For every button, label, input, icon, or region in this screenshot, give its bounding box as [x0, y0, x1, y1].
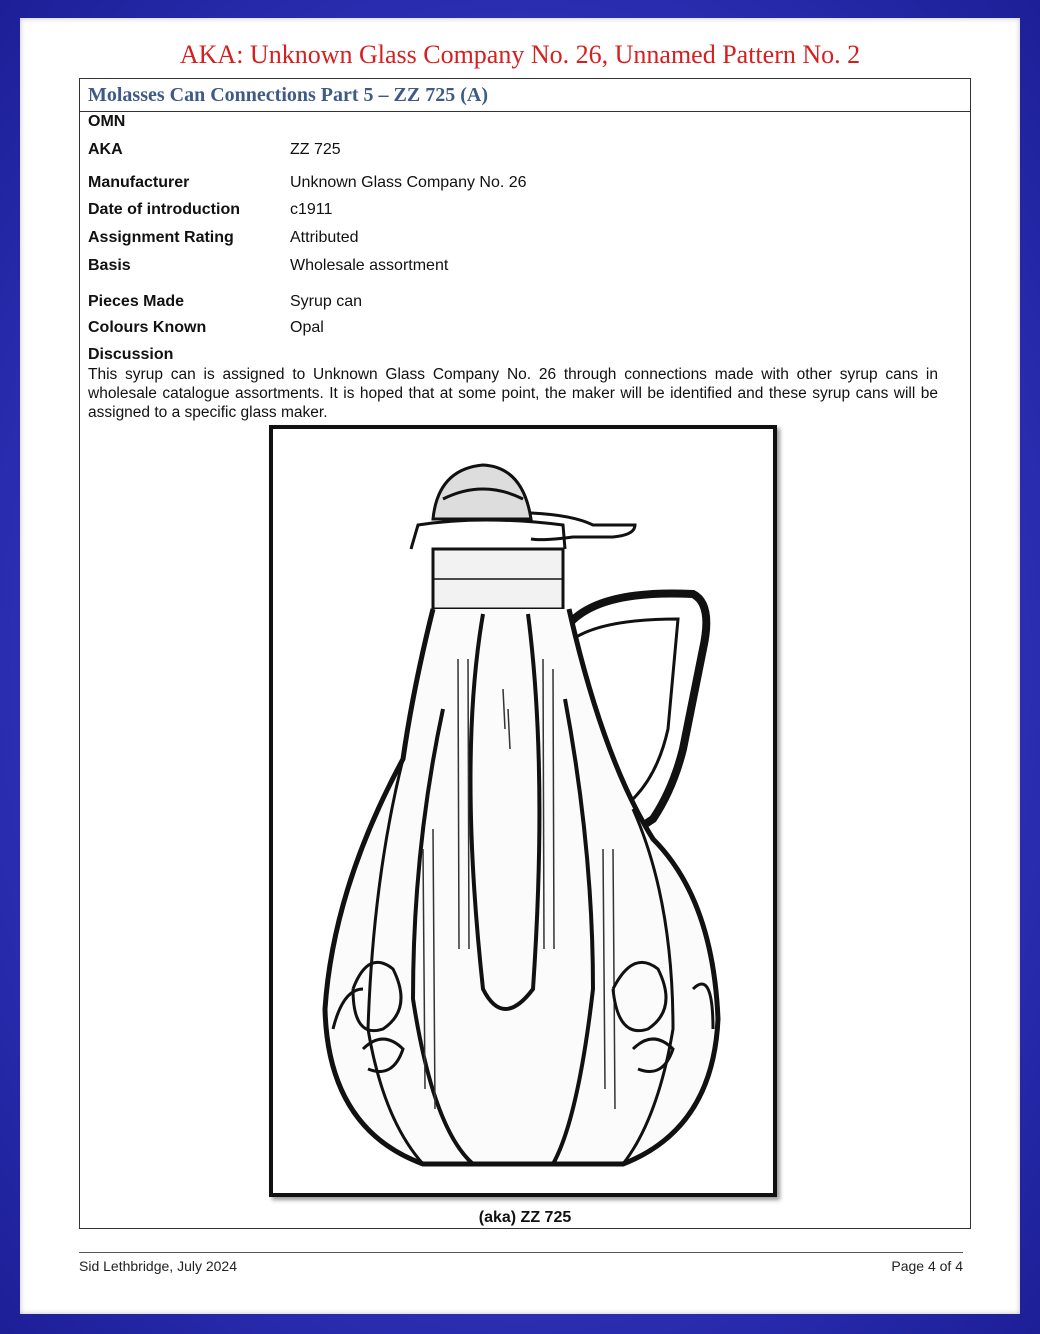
discussion-heading: Discussion — [88, 346, 174, 363]
field-value-pieces: Syrup can — [290, 293, 363, 310]
section-title: Molasses Can Connections Part 5 – ZZ 725 (A) — [88, 83, 488, 106]
field-label-basis: Basis — [88, 257, 131, 274]
field-label-rating: Assignment Rating — [88, 229, 234, 246]
field-value-manufacturer: Unknown Glass Company No. 26 — [290, 174, 527, 191]
footer-author: Sid Lethbridge, July 2024 — [79, 1258, 237, 1274]
field-value-aka: ZZ 725 — [290, 141, 341, 158]
field-label-pieces: Pieces Made — [88, 293, 185, 310]
field-label-colours: Colours Known — [88, 319, 207, 336]
field-label-manufacturer: Manufacturer — [88, 174, 190, 191]
field-label-omn: OMN — [88, 113, 126, 130]
field-value-rating: Attributed — [290, 229, 359, 246]
page-header-title: AKA: Unknown Glass Company No. 26, Unnamed Pattern No. 2 — [179, 40, 861, 69]
pattern-info-box — [79, 78, 971, 1229]
image-caption: (aka) ZZ 725 — [478, 1209, 572, 1226]
syrup-can-illustration — [269, 425, 777, 1197]
field-value-basis: Wholesale assortment — [290, 257, 449, 274]
document-page — [20, 18, 1020, 1314]
field-label-date: Date of introduction — [88, 201, 240, 218]
footer-page-number: Page 4 of 4 — [891, 1258, 963, 1274]
syrup-can-drawing — [273, 429, 773, 1193]
discussion-text: This syrup can is assigned to Unknown Glass Company No. 26 through connections made with other syrup cans in wholesale catalogue assortments. It is hoped that at some point, the maker will be identified and these syrup cans will be assigned to a specific glass maker. — [88, 366, 938, 421]
field-value-date: c1911 — [290, 201, 333, 218]
section-header — [80, 79, 970, 112]
field-label-aka: AKA — [88, 141, 123, 158]
field-value-colours: Opal — [290, 319, 324, 336]
footer-divider — [79, 1252, 963, 1253]
